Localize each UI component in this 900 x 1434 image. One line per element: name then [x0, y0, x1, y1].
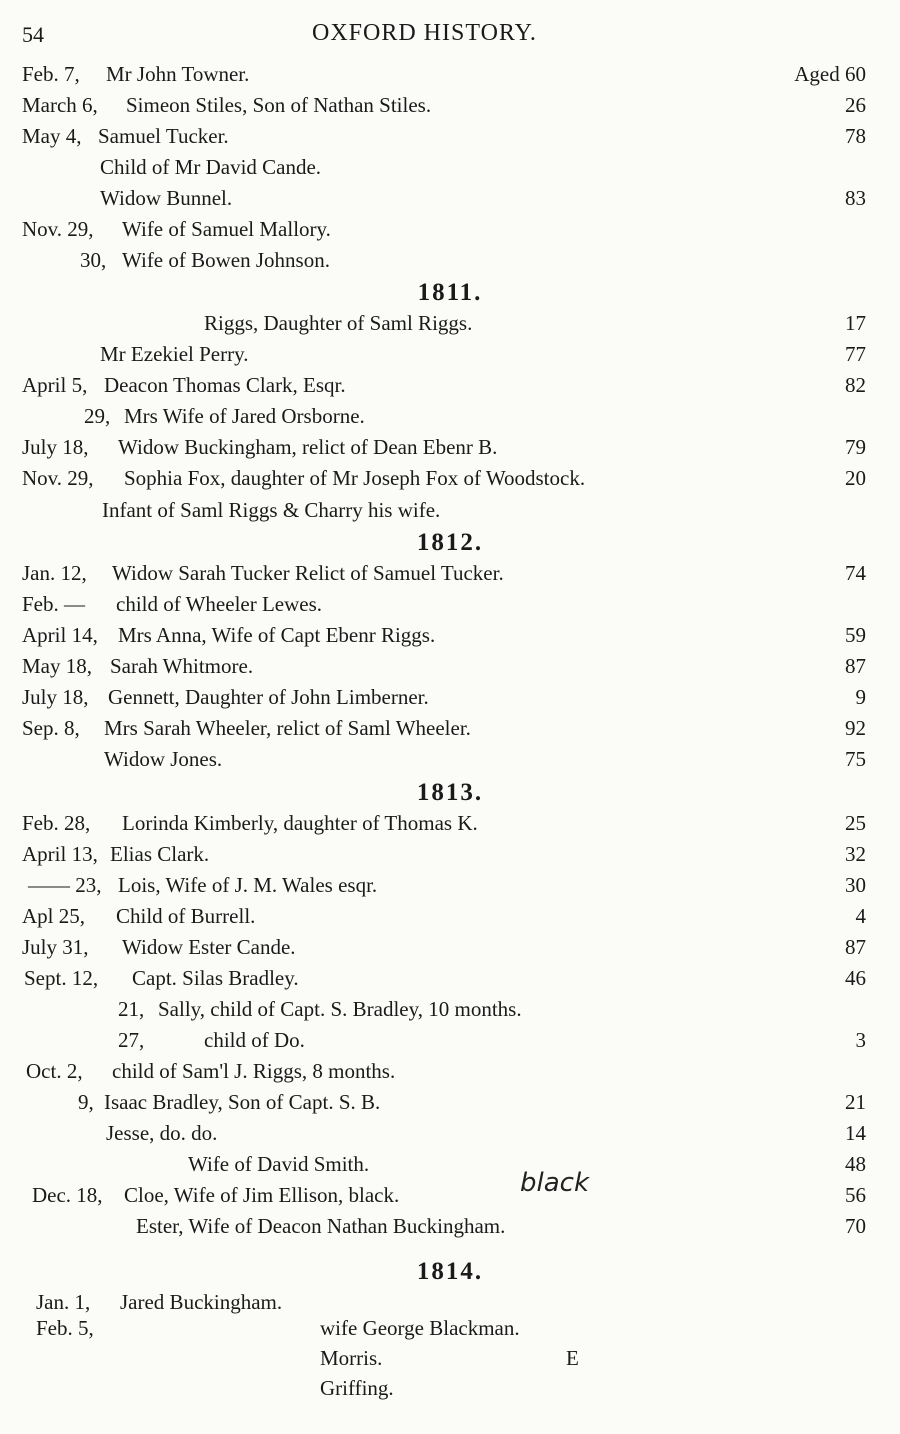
entry-date: Feb. 5,	[36, 1316, 94, 1340]
entry-age: 17	[845, 311, 866, 335]
entry-name: Widow Sarah Tucker Relict of Samuel Tucker.	[112, 561, 504, 585]
entry-date: Nov. 29,	[22, 466, 94, 490]
entry-name: wife George Blackman.	[320, 1316, 520, 1340]
year-heading: 1812.	[416, 529, 484, 556]
entry-row	[0, 623, 900, 654]
entry-row	[0, 966, 900, 997]
entry-age: 87	[845, 935, 866, 959]
handwritten-annotation: black	[520, 1168, 590, 1198]
entry-date: Oct. 2,	[26, 1059, 83, 1083]
entry-age: 59	[845, 623, 866, 647]
entry-date: Nov. 29,	[22, 217, 94, 241]
entry-name: Mr Ezekiel Perry.	[100, 342, 249, 366]
entry-name: Infant of Saml Riggs & Charry his wife.	[102, 498, 441, 522]
entry-age: 79	[845, 435, 866, 459]
entry-date: July 31,	[22, 935, 89, 959]
entry-name: Mrs Sarah Wheeler, relict of Saml Wheeler.	[104, 716, 471, 740]
entry-row	[0, 1376, 900, 1407]
entry-name: Widow Ester Cande.	[122, 935, 296, 959]
entry-age: 32	[845, 842, 866, 866]
entry-name: Child of Mr David Cande.	[100, 155, 322, 179]
entry-row	[0, 404, 900, 435]
entry-age: 92	[845, 716, 866, 740]
entry-date: May 18,	[22, 654, 92, 678]
entry-row	[0, 1121, 900, 1152]
entry-date: 30,	[80, 248, 107, 272]
page-number: 54	[22, 22, 44, 47]
entry-row	[0, 842, 900, 873]
entry-row	[0, 1090, 900, 1121]
entry-age: 78	[845, 124, 866, 148]
entry-date: April 14,	[22, 623, 98, 647]
entry-age: 25	[845, 811, 866, 835]
entry-row	[0, 373, 900, 404]
entry-name: Sally, child of Capt. S. Bradley, 10 months.	[158, 997, 522, 1021]
entry-date: Feb. 28,	[22, 811, 91, 835]
entry-age: 4	[855, 904, 866, 928]
entry-name: Mrs Wife of Jared Orsborne.	[124, 404, 365, 428]
entry-row	[0, 1183, 900, 1214]
entry-name: Gennett, Daughter of John Limberner.	[108, 685, 429, 709]
entry-row	[0, 592, 900, 623]
entry-row	[0, 747, 900, 778]
entry-age: 20	[845, 466, 866, 490]
entry-name: Samuel Tucker.	[98, 124, 229, 148]
entry-row	[0, 311, 900, 342]
entry-row	[0, 685, 900, 716]
entry-name: Jared Buckingham.	[120, 1290, 283, 1314]
year-heading: 1814.	[416, 1258, 484, 1285]
entry-age: 30	[845, 873, 866, 897]
entry-row	[0, 1152, 900, 1183]
entry-date: Feb. —	[22, 592, 85, 616]
entry-name: Sophia Fox, daughter of Mr Joseph Fox of Woodstock.	[124, 466, 586, 490]
entry-date: Jan. 12,	[22, 561, 87, 585]
entry-name: Cloe, Wife of Jim Ellison, black.	[124, 1183, 400, 1207]
entry-age: 70	[845, 1214, 866, 1238]
entry-age: 3	[855, 1028, 866, 1052]
entry-name: Lois, Wife of J. M. Wales esqr.	[118, 873, 378, 897]
entry-date: 27,	[118, 1028, 145, 1052]
entry-row	[0, 1059, 900, 1090]
entry-name: Elias Clark.	[110, 842, 210, 866]
year-heading: 1813.	[416, 779, 484, 806]
entry-row	[0, 904, 900, 935]
entry-name: child of Wheeler Lewes.	[116, 592, 323, 616]
entry-row	[0, 466, 900, 497]
entry-row	[0, 1028, 900, 1059]
entry-name: child of Do.	[204, 1028, 305, 1052]
entry-name: Deacon Thomas Clark, Esqr.	[104, 373, 346, 397]
entry-date: July 18,	[22, 685, 89, 709]
running-head: OXFORD HISTORY.	[312, 20, 537, 46]
entry-age: 21	[845, 1090, 866, 1114]
entry-date: Sept. 12,	[24, 966, 99, 990]
entry-row	[0, 873, 900, 904]
entry-row	[0, 248, 900, 279]
entry-age: Aged 60	[794, 62, 866, 86]
entry-name: Lorinda Kimberly, daughter of Thomas K.	[122, 811, 478, 835]
entry-date: 21,	[118, 997, 145, 1021]
entry-date: March 6,	[22, 93, 98, 117]
entry-date: Dec. 18,	[32, 1183, 103, 1207]
entry-date: Sep. 8,	[22, 716, 80, 740]
entry-age: 83	[845, 186, 866, 210]
entry-date: May 4,	[22, 124, 82, 148]
entry-name: Mr John Towner.	[106, 62, 250, 86]
entry-row	[0, 498, 900, 529]
entry-name: Widow Buckingham, relict of Dean Ebenr B.	[118, 435, 498, 459]
entry-date: Jan. 1,	[36, 1290, 91, 1314]
entry-age: 87	[845, 654, 866, 678]
entry-name: child of Sam'l J. Riggs, 8 months.	[112, 1059, 396, 1083]
entry-row	[0, 997, 900, 1028]
entry-age: 14	[845, 1121, 866, 1145]
entry-name: Widow Jones.	[104, 747, 223, 771]
entry-name: Isaac Bradley, Son of Capt. S. B.	[104, 1090, 381, 1114]
entry-age: 82	[845, 373, 866, 397]
entry-name: Wife of Samuel Mallory.	[122, 217, 331, 241]
entry-name: Capt. Silas Bradley.	[132, 966, 299, 990]
entry-row	[0, 935, 900, 966]
entry-row	[0, 342, 900, 373]
entry-date: —— 23,	[28, 873, 102, 897]
stray-letter: E	[566, 1346, 579, 1370]
entry-name: Jesse, do. do.	[106, 1121, 218, 1145]
entry-date: April 5,	[22, 373, 88, 397]
entry-date: July 18,	[22, 435, 89, 459]
entry-row	[0, 654, 900, 685]
entry-age: 48	[845, 1152, 866, 1176]
entry-name: Ester, Wife of Deacon Nathan Buckingham.	[136, 1214, 506, 1238]
entry-row	[0, 716, 900, 747]
entry-name: Riggs, Daughter of Saml Riggs.	[204, 311, 473, 335]
entry-date: 9,	[78, 1090, 94, 1114]
entry-row	[0, 93, 900, 124]
entry-name: Simeon Stiles, Son of Nathan Stiles.	[126, 93, 432, 117]
entry-row	[0, 186, 900, 217]
entry-name: Widow Bunnel.	[100, 186, 233, 210]
entry-date: April 13,	[22, 842, 98, 866]
entry-name: Sarah Whitmore.	[110, 654, 254, 678]
entry-age: 46	[845, 966, 866, 990]
entry-age: 77	[845, 342, 866, 366]
year-heading: 1811.	[417, 279, 483, 306]
entry-row	[0, 155, 900, 186]
entry-name: Griffing.	[320, 1376, 394, 1400]
entry-row	[0, 561, 900, 592]
entry-row	[0, 62, 900, 93]
entry-age: 74	[845, 561, 866, 585]
entry-age: 9	[855, 685, 866, 709]
entry-age: 26	[845, 93, 866, 117]
entry-name: Morris.	[320, 1346, 383, 1370]
entry-name: Child of Burrell.	[116, 904, 256, 928]
entry-row	[0, 124, 900, 155]
entry-row	[0, 217, 900, 248]
entry-row	[0, 435, 900, 466]
entry-date: Feb. 7,	[22, 62, 80, 86]
entry-age: 75	[845, 747, 866, 771]
entry-name: Mrs Anna, Wife of Capt Ebenr Riggs.	[118, 623, 436, 647]
entry-age: 56	[845, 1183, 866, 1207]
entry-row	[0, 1316, 900, 1347]
entry-name: Wife of Bowen Johnson.	[122, 248, 330, 272]
entry-date: Apl 25,	[22, 904, 85, 928]
entry-row	[0, 1346, 900, 1377]
entry-row	[0, 811, 900, 842]
entry-date: 29,	[84, 404, 111, 428]
entry-name: Wife of David Smith.	[188, 1152, 370, 1176]
entry-row	[0, 1214, 900, 1245]
